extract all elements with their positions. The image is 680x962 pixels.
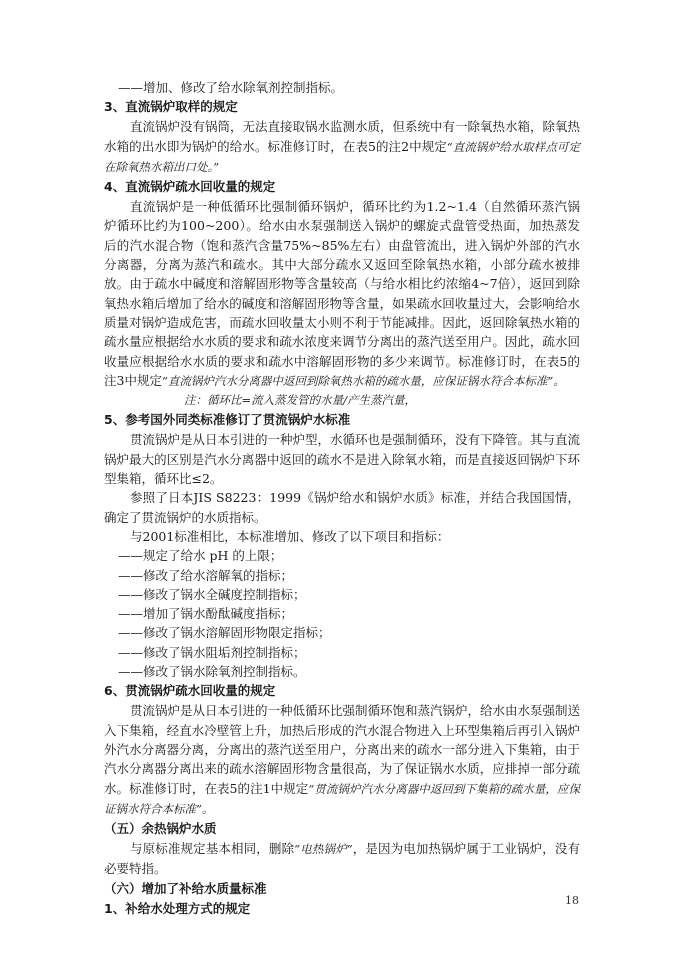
list-item: ——修改了锅水全碱度控制指标；	[118, 586, 306, 602]
paragraph: 直流锅炉是一种低循环比强制循环锅炉，循环比约为1.2~1.4（自然循环蒸汽锅炉循环比约为100~200）。给水由水泵强制送入锅炉的螺旋式盘管受热面，加热蒸发后的汽水混合物（饱和蒸汽含量75%~85%左右）由盘管流出，进入锅炉外部的汽水分离器，分离为蒸汽和疏水。其中大部分疏水又返回至除氧热水箱，小部分疏水被排放。由于疏水中碱度和溶解固形物等含量较高（与给水相比约浓缩4~7倍），返回到除氧热水箱后增加了给水的碱度和溶解固形物等含量，如果疏水回收量过大，会影响给水质量对锅炉造成危害，而疏水回收量太小则不利于节能减排。因此，返回除氧热水箱的疏水量应根据给水水质的要求和疏水浓度来调节分离出的蒸汽送至用户。因此，疏水回收量应根据给水水质的要求和疏水中溶解固形物的多少来调节。标准修订时，在表5的注3中规定“直流锅炉汽水分离器中返回到除氧热水箱的疏水量，应保证锅水符合本标准”。	[104, 199, 580, 388]
section-heading: 5、参考国外同类标准修订了贯流锅炉水标准	[104, 412, 351, 428]
section-heading: 1、补给水处理方式的规定	[104, 900, 251, 916]
list-item: ——增加、修改了给水除氧剂控制指标。	[118, 80, 344, 95]
note-formula: 注：循环比=流入蒸发管的水量/产生蒸汽量，	[184, 393, 417, 408]
list-item: ——增加了锅水酚酞碱度指标；	[118, 606, 294, 622]
list-item: ——修改了给水溶解氧的指标；	[118, 567, 294, 583]
paragraph: 直流锅炉没有锅筒，无法直接取锅水监测水质，但系统中有一除氧热水箱，除氧热水箱的出水即为锅炉的给水。标准修订时，在表5的注2中规定“直流锅炉给水取样点可定在除氧热水箱出口处。”	[104, 119, 581, 174]
page-number: 18	[565, 894, 579, 907]
section-heading: 4、直流锅炉疏水回收量的规定	[104, 179, 276, 195]
section-heading: （五）余热锅炉水质	[104, 821, 217, 837]
paragraph: 参照了日本JIS S8223：1999《锅炉给水和锅炉水质》标准，并结合我国国情，确定了贯流锅炉的水质指标。	[104, 490, 580, 525]
list-item: ——修改了锅水阻垢剂控制指标；	[118, 644, 306, 660]
paragraph: 与2001标准相比，本标准增加、修改了以下项目和指标：	[130, 528, 450, 544]
paragraph: 与原标准规定基本相同，删除“电热锅炉”，是因为电加热锅炉属于工业锅炉，没有必要特指。	[104, 841, 580, 877]
section-heading: 3、直流锅炉取样的规定	[104, 99, 238, 115]
list-item: ——修改了锅水除氧剂控制指标。	[118, 664, 306, 680]
page-body	[104, 78, 580, 919]
list-item: ——规定了给水 pH 的上限；	[118, 548, 283, 564]
paragraph: 贯流锅炉是从日本引进的一种炉型，水循环也是强制循环，没有下降管。其与直流锅炉最大的区别是汽水分离器中返回的疏水不是进入除氧水箱，而是直接返回锅炉下环型集箱，循环比≤2。	[104, 432, 581, 487]
paragraph: 贯流锅炉是从日本引进的一种低循环比强制循环饱和蒸汽锅炉，给水由水泵强制送入下集箱，经直水冷壁管上升，加热后形成的汽水混合物进入上环型集箱后再引入锅炉外汽水分离器分离，分离出的蒸汽送至用户，分离出来的疏水一部分进入下集箱，由于汽水分离器分离出来的疏水溶解固形物含量很高，为了保证锅水水质，应排掉一部分疏水。标准修订时，在表5的注1中规定“贯流锅炉汽水分离器中返回到下集箱的疏水量，应保证锅水符合本标准”。	[104, 703, 581, 816]
section-heading: （六）增加了补给水质量标准	[104, 880, 267, 896]
list-item: ——修改了锅水溶解固形物限定指标；	[118, 625, 331, 641]
section-heading: 6、贯流锅炉疏水回收量的规定	[104, 683, 276, 699]
